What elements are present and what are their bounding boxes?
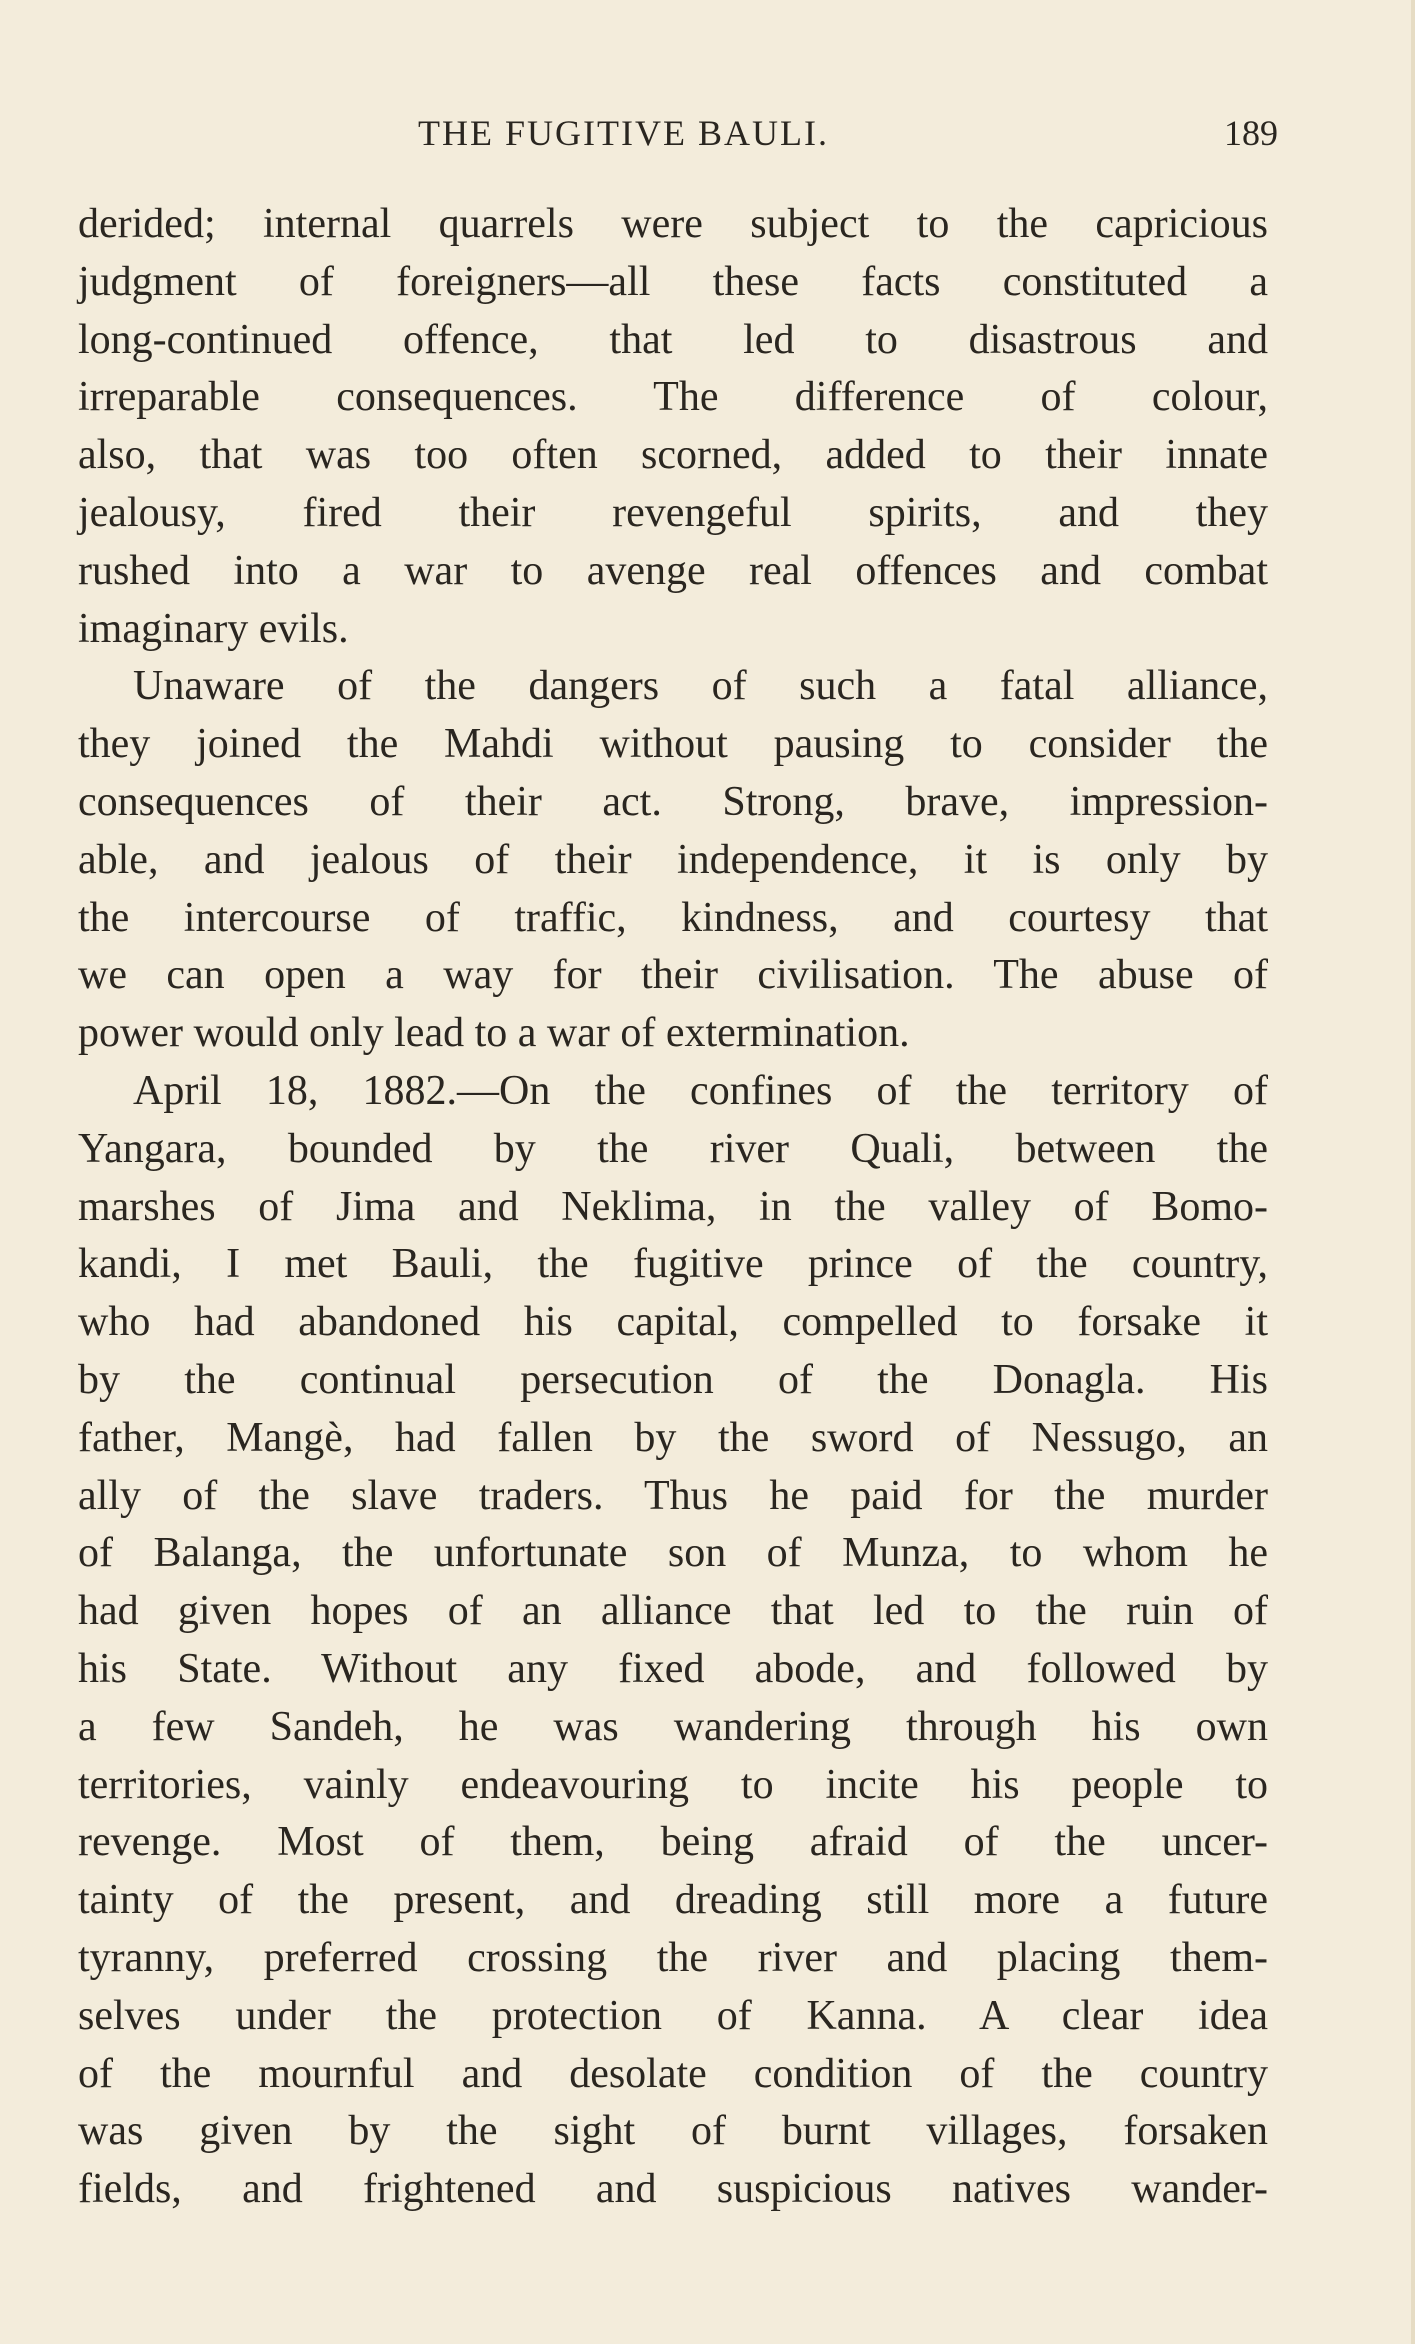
- text-line: revenge. Most of them, being afraid of the uncer-: [78, 1819, 1268, 1866]
- text-line: judgment of foreigners—all these facts constituted a: [78, 258, 1268, 305]
- text-line: father, Mangè, had fallen by the sword of Nessugo, an: [78, 1414, 1268, 1461]
- text-line: by the continual persecution of the Donagla. His: [78, 1356, 1268, 1403]
- paragraph-start-line: April 18, 1882.—On the confines of the territory of: [133, 1067, 1268, 1114]
- text-line: a few Sandeh, he was wandering through his own: [78, 1703, 1268, 1750]
- text-line: was given by the sight of burnt villages, forsaken: [78, 2108, 1268, 2155]
- text-line: of Balanga, the unfortunate son of Munza, to whom he: [78, 1530, 1268, 1577]
- text-line: ally of the slave traders. Thus he paid for the murder: [78, 1472, 1268, 1519]
- text-line: of the mournful and desolate condition of the country: [78, 2050, 1268, 2097]
- text-line: who had abandoned his capital, compelled to forsake it: [78, 1299, 1268, 1346]
- running-title: THE FUGITIVE BAULI.: [418, 113, 829, 153]
- text-line: selves under the protection of Kanna. A clear idea: [78, 1992, 1268, 2039]
- text-line: territories, vainly endeavouring to incite his people to: [78, 1761, 1268, 1808]
- text-line: his State. Without any fixed abode, and followed by: [78, 1645, 1268, 1692]
- text-line: we can open a way for their civilisation. The abuse of: [78, 952, 1268, 999]
- text-line: consequences of their act. Strong, brave, impression-: [78, 778, 1268, 825]
- text-line: kandi, I met Bauli, the fugitive prince of the country,: [78, 1241, 1268, 1288]
- text-line: marshes of Jima and Neklima, in the valley of Bomo-: [78, 1183, 1268, 1230]
- text-line: rushed into a war to avenge real offences and combat: [78, 547, 1268, 594]
- text-line: able, and jealous of their independence, it is only by: [78, 836, 1268, 883]
- text-line: tyranny, preferred crossing the river and placing them-: [78, 1934, 1268, 1981]
- page-number: 189: [1224, 113, 1278, 153]
- text-line: irreparable consequences. The difference of colour,: [78, 374, 1268, 421]
- text-line: tainty of the present, and dreading still more a future: [78, 1877, 1268, 1924]
- running-header: [78, 112, 1278, 160]
- text-line: they joined the Mahdi without pausing to consider the: [78, 721, 1268, 768]
- text-line: derided; internal quarrels were subject to the capricious: [78, 201, 1268, 247]
- paragraph-end-line: power would only lead to a war of extermination.: [78, 1010, 910, 1057]
- text-line: Yangara, bounded by the river Quali, between the: [78, 1125, 1268, 1172]
- text-line: also, that was too often scorned, added to their innate: [78, 432, 1268, 479]
- page-edge: [1411, 0, 1415, 2344]
- text-line: long-continued offence, that led to disastrous and: [78, 316, 1268, 363]
- paragraph-start-line: Unaware of the dangers of such a fatal alliance,: [133, 663, 1268, 710]
- body-text: [78, 196, 1268, 2219]
- text-line: jealousy, fired their revengeful spirits, and they: [78, 489, 1268, 536]
- text-line: fields, and frightened and suspicious natives wander-: [78, 2166, 1268, 2213]
- text-line: the intercourse of traffic, kindness, and courtesy that: [78, 894, 1268, 941]
- paragraph-end-line: imaginary evils.: [78, 605, 349, 652]
- text-line: had given hopes of an alliance that led to the ruin of: [78, 1588, 1268, 1635]
